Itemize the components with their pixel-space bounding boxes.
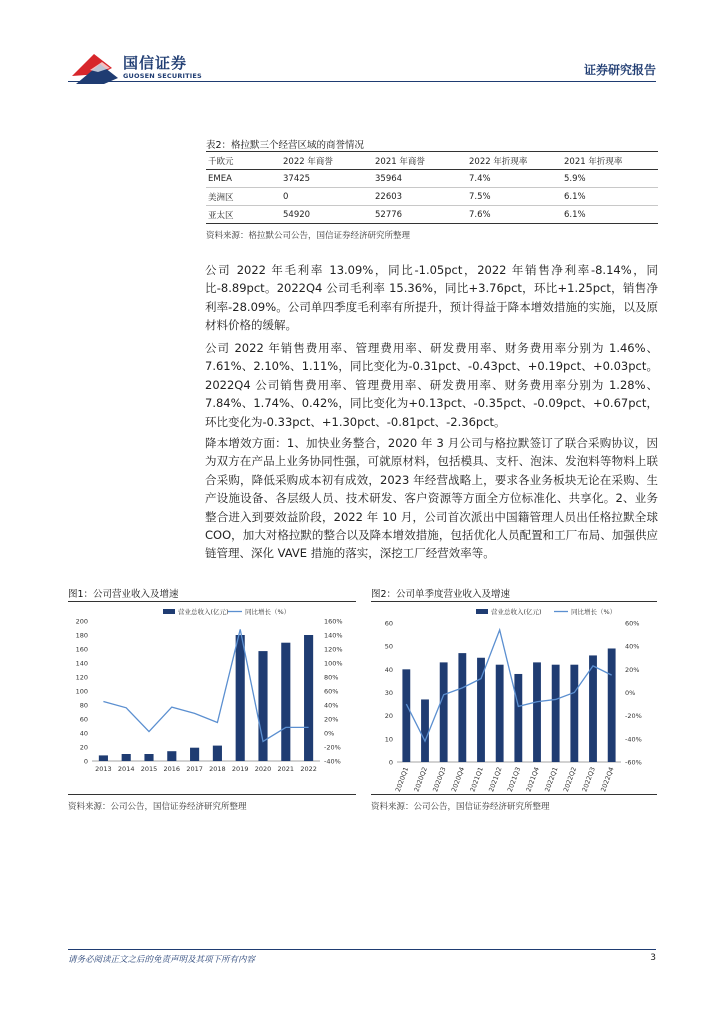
y-right-tick-label: 80% <box>324 673 339 682</box>
x-tick-label: 2021 <box>277 765 295 773</box>
y-left-tick-label: 0 <box>388 758 393 767</box>
x-tick-label: 2022Q3 <box>580 765 597 793</box>
revenue-bar <box>167 751 176 761</box>
x-tick-label: 2020Q3 <box>431 765 448 793</box>
table-cell: EMEA <box>208 173 232 184</box>
x-tick-label: 2015 <box>140 765 158 773</box>
revenue-bar <box>402 669 410 762</box>
x-tick-label: 2021Q4 <box>524 765 541 793</box>
y-right-tick-label: 40% <box>625 642 640 651</box>
y-left-tick-label: 60 <box>384 619 393 628</box>
x-tick-label: 2022Q2 <box>561 765 579 793</box>
y-left-tick-label: 30 <box>384 689 393 697</box>
y-right-tick-label: 60% <box>324 687 339 696</box>
revenue-bar <box>281 643 290 761</box>
figure2-source: 资料来源：公司公告，国信证券经济研究所整理 <box>371 802 550 812</box>
y-right-tick-label: -20% <box>625 712 642 721</box>
table-cell: 0 <box>283 191 289 202</box>
y-left-tick-label: 120 <box>75 673 88 682</box>
revenue-bar <box>213 746 222 761</box>
legend-line-label: 同比增长（%） <box>571 608 617 616</box>
revenue-bar <box>236 635 245 761</box>
table-header-cell: 2021 年商誉 <box>375 156 425 167</box>
x-tick-label: 2020Q1 <box>393 765 411 793</box>
revenue-bar <box>421 699 429 762</box>
table-cell: 5.9% <box>564 173 586 184</box>
legend-bar-label: 营业总收入(亿元) <box>178 608 229 616</box>
x-tick-label: 2013 <box>95 765 112 773</box>
figure2-bottom-rule <box>371 794 657 795</box>
x-tick-label: 2020 <box>254 765 272 773</box>
logo-cn-text: 国信证券 <box>123 54 188 72</box>
revenue-bar <box>144 754 153 761</box>
y-left-tick-label: 200 <box>75 617 88 626</box>
revenue-bar <box>99 755 108 761</box>
logo-en-text: GUOSEN SECURITIES <box>123 72 202 80</box>
table-cell: 6.1% <box>564 209 586 220</box>
figure1-top-rule <box>68 601 356 602</box>
y-right-tick-label: 60% <box>625 619 640 628</box>
table-cell: 7.5% <box>469 191 491 202</box>
revenue-bar <box>477 658 485 762</box>
figure1-bottom-rule <box>68 794 356 795</box>
footer-disclaimer: 请务必阅读正文之后的免责声明及其项下所有内容 <box>68 955 256 965</box>
header-rule <box>68 81 656 82</box>
table-row <box>206 188 658 206</box>
y-right-tick-label: 0% <box>324 729 335 738</box>
table-row <box>206 206 658 224</box>
table-header-cell: 千欧元 <box>208 156 234 167</box>
guosen-logo <box>70 50 200 90</box>
y-left-tick-label: 80 <box>79 701 88 710</box>
table-header-cell: 2022 年折现率 <box>469 156 528 167</box>
figure2-chart <box>371 603 658 793</box>
y-left-tick-label: 180 <box>75 631 88 640</box>
table-cell: 7.4% <box>469 173 491 184</box>
x-tick-label: 2019 <box>231 765 249 773</box>
table-row <box>206 170 658 188</box>
y-right-tick-label: 20% <box>324 715 339 724</box>
x-tick-label: 2020Q2 <box>412 765 429 793</box>
x-tick-label: 2021Q3 <box>505 765 523 793</box>
goodwill-table <box>206 151 658 224</box>
legend-bar-swatch <box>476 609 488 614</box>
revenue-bar <box>440 662 448 762</box>
x-tick-label: 2021Q1 <box>468 765 485 793</box>
x-tick-label: 2022 <box>300 765 317 773</box>
figure2-top-rule <box>371 601 657 602</box>
revenue-bar <box>514 674 522 762</box>
x-tick-label: 2018 <box>209 765 226 773</box>
growth-line <box>406 630 611 741</box>
figure2-caption: 图2：公司单季度营业收入及增速 <box>371 589 511 600</box>
paragraph-margin: 公司 2022 年毛利率 13.09%，同比-1.05pct，2022 年销售净利率-8.14%，同比-8.89pct。2022Q4 公司毛利率 15.36%，同比+3.76pct，环比+1.25pct，销售净利率-28.09%。公司单四季度毛利率有所提升，预计得益于降本增效措施的实施，以及原材料价格的缓解。 <box>205 263 658 333</box>
y-right-tick-label: 160% <box>324 617 343 626</box>
table-cell: 37425 <box>283 173 311 184</box>
growth-line <box>103 629 308 741</box>
legend-bar-swatch <box>163 609 175 614</box>
paragraph-expense: 公司 2022 年销售费用率、管理费用率、研发费用率、财务费用率分别为 1.46%、7.61%、2.10%、1.11%，同比变化为-0.31pct、-0.43pct、+0.19pct、+0.03pct。2022Q4 公司销售费用率、管理费用率、研发费用率、财务费用率分别为 1.28%、7.84%、1.74%、0.42%，同比变化为+0.13pct、-0.35pct、-0.09pct、+0.67pct，环比变化为-0.33pct、+1.30pct、-0.81pct、-2.36pct。 <box>205 341 658 429</box>
guosen-logo-mark-icon <box>70 50 122 90</box>
revenue-bar <box>533 662 541 762</box>
y-right-tick-label: -20% <box>324 743 341 752</box>
table-cell: 美洲区 <box>208 192 234 203</box>
revenue-bar <box>608 648 616 762</box>
y-left-tick-label: 20 <box>384 712 393 721</box>
table-cell: 52776 <box>375 209 403 220</box>
revenue-bar <box>304 635 313 761</box>
x-tick-label: 2020Q4 <box>449 765 467 793</box>
footer-rule <box>68 949 656 950</box>
table-cell: 35964 <box>375 173 403 184</box>
report-type-label: 证券研究报告 <box>583 63 656 77</box>
revenue-bar <box>552 665 560 762</box>
figure1-chart <box>68 603 358 793</box>
x-tick-label: 2016 <box>163 765 181 773</box>
table-cell: 亚太区 <box>208 210 234 221</box>
table-cell: 54920 <box>283 209 311 220</box>
table-cell: 7.6% <box>469 209 491 220</box>
y-left-tick-label: 140 <box>75 659 88 668</box>
y-left-tick-label: 60 <box>79 715 88 724</box>
legend-bar-label: 营业总收入(亿元) <box>491 608 542 616</box>
revenue-bar <box>589 655 597 762</box>
table-source: 资料来源：格拉默公司公告，国信证券经济研究所整理 <box>206 231 411 241</box>
revenue-bar <box>258 651 267 761</box>
y-left-tick-label: 10 <box>384 735 393 744</box>
y-left-tick-label: 160 <box>75 645 88 654</box>
revenue-bar <box>496 665 504 762</box>
table-header-row <box>206 152 658 170</box>
revenue-bar <box>122 754 131 761</box>
y-left-tick-label: 40 <box>384 665 393 674</box>
y-left-tick-label: 20 <box>79 743 88 752</box>
y-right-tick-label: 0% <box>625 689 636 697</box>
table-header-cell: 2022 年商誉 <box>283 156 333 167</box>
table-cell: 6.1% <box>564 191 586 202</box>
revenue-bar <box>190 748 199 761</box>
y-right-tick-label: 40% <box>324 701 339 710</box>
y-right-tick-label: -60% <box>625 758 642 767</box>
y-right-tick-label: 20% <box>625 665 640 674</box>
y-left-tick-label: 40 <box>79 729 88 738</box>
y-right-tick-label: -40% <box>625 735 642 744</box>
revenue-bar <box>458 653 466 762</box>
figure1-caption: 图1：公司营业收入及增速 <box>68 589 179 600</box>
y-right-tick-label: -40% <box>324 757 341 766</box>
y-left-tick-label: 0 <box>83 757 88 766</box>
x-tick-label: 2017 <box>186 765 203 773</box>
legend-line-label: 同比增长（%） <box>245 608 291 616</box>
x-tick-label: 2022Q1 <box>543 765 560 793</box>
revenue-bar <box>570 665 578 762</box>
table-header-cell: 2021 年折现率 <box>564 156 623 167</box>
y-right-tick-label: 100% <box>324 659 343 668</box>
figure1-source: 资料来源：公司公告，国信证券经济研究所整理 <box>68 802 247 812</box>
page-number: 3 <box>650 953 656 963</box>
y-right-tick-label: 140% <box>324 631 343 640</box>
x-tick-label: 2022Q4 <box>599 765 616 793</box>
x-tick-label: 2021Q2 <box>487 765 504 793</box>
table-caption: 表2：格拉默三个经营区域的商誉情况 <box>206 140 365 151</box>
y-left-tick-label: 100 <box>75 687 88 696</box>
x-tick-label: 2014 <box>117 765 135 773</box>
y-right-tick-label: 120% <box>324 645 343 654</box>
y-left-tick-label: 50 <box>384 642 393 651</box>
paragraph-cost-reduction: 降本增效方面：1、加快业务整合，2020 年 3 月公司与格拉默签订了联合采购协议，因为双方在产品上业务协同性强，可就原材料，包括模具、支杆、泡沫、发泡料等物料上联合采购，降低采购成本初有成效，2023 年经营战略上，要求各业务板块无论在采购、生产设施设备、各层级人员、技术研发、客户资源等方面全方位标准化、共享化。2、业务整合进入到要效益阶段，2022 年 10 月，公司首次派出中国籍管理人员出任格拉默全球 COO，加大对格拉默的整合以及降本增效措施，包括优化人员配置和工厂布局、加强供应链管理、深化 VAVE 措施的落实，深挖工厂经营效率等。 <box>205 436 658 561</box>
table-cell: 22603 <box>375 191 403 202</box>
